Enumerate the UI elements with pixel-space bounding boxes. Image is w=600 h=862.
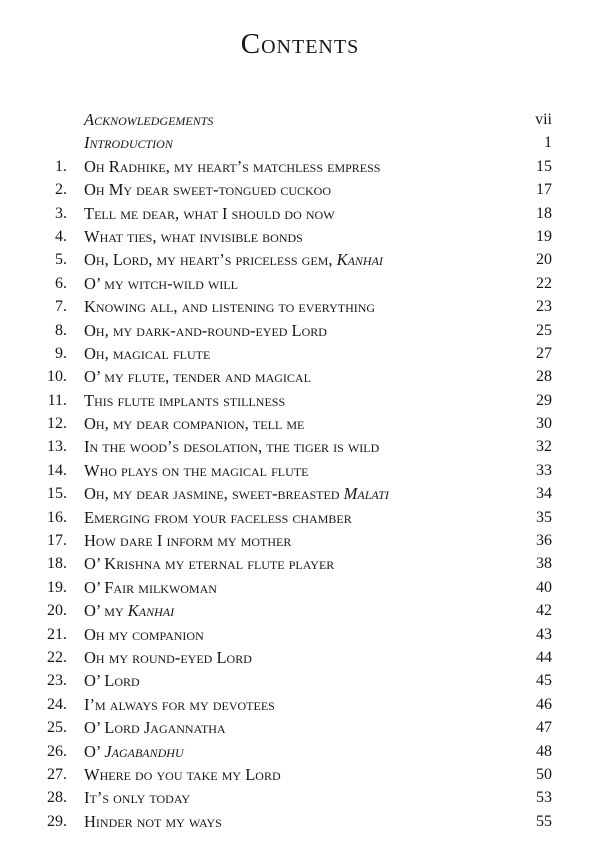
chapter-entry — [0, 202, 600, 225]
entry-title — [84, 202, 335, 225]
chapter-number: 28. — [47, 789, 67, 807]
page-number: 55 — [536, 812, 552, 830]
contents-list — [0, 108, 600, 833]
chapter-entry — [0, 623, 600, 646]
chapter-number: 20. — [47, 602, 67, 620]
entry-title-text: Oh my round-eyed Lord — [84, 647, 252, 667]
chapter-number: 5. — [55, 251, 67, 269]
chapter-number: 16. — [47, 508, 67, 526]
chapter-entry — [0, 669, 600, 692]
page-number: 28 — [536, 368, 552, 386]
entry-title — [84, 576, 217, 599]
entry-title-text: O’ — [84, 741, 105, 761]
page-number: 36 — [536, 532, 552, 550]
entry-title — [84, 225, 303, 248]
page-number: 34 — [536, 485, 552, 503]
page-title: Contents — [240, 28, 360, 60]
entry-title-text: O’ Fair milkwoman — [84, 577, 217, 597]
entry-title — [84, 342, 210, 365]
page-number: 43 — [536, 625, 552, 643]
entry-title — [84, 529, 291, 552]
entry-title-text: Where do you take my Lord — [84, 764, 281, 784]
page-number: 27 — [536, 344, 552, 362]
page-number: 44 — [536, 648, 552, 666]
chapter-entry — [0, 763, 600, 786]
page-number: 17 — [536, 181, 552, 199]
chapter-entry — [0, 693, 600, 716]
entry-title-text: Oh, my dear companion, tell me — [84, 414, 305, 434]
page-number: 22 — [536, 274, 552, 292]
page-number: 15 — [536, 157, 552, 175]
entry-title-text: Knowing all, and listening to everything — [84, 297, 376, 317]
chapter-number: 13. — [47, 438, 67, 456]
chapter-number: 12. — [47, 415, 67, 433]
chapter-number: 23. — [47, 672, 67, 690]
entry-title-text: Oh My dear sweet-tongued cuckoo — [84, 180, 332, 200]
chapter-entry — [0, 365, 600, 388]
entry-title — [84, 459, 308, 482]
chapter-entry — [0, 482, 600, 505]
entry-title-text: Oh Radhike, my heart’s matchless empress — [84, 156, 381, 176]
page-number: 29 — [536, 391, 552, 409]
entry-title — [84, 786, 190, 809]
chapter-entry — [0, 272, 600, 295]
entry-title — [84, 272, 238, 295]
chapter-number: 7. — [55, 298, 67, 316]
chapter-entry — [0, 529, 600, 552]
chapter-entry — [0, 459, 600, 482]
entry-title — [84, 716, 226, 739]
page-number: 1 — [544, 134, 552, 152]
chapter-number: 19. — [47, 578, 67, 596]
chapter-entry — [0, 576, 600, 599]
page-number: 32 — [536, 438, 552, 456]
page-number: 18 — [536, 204, 552, 222]
entry-title-text: Oh, my dear jasmine, sweet-breasted — [84, 484, 344, 504]
entry-title — [84, 365, 311, 388]
entry-title-text: Oh, magical flute — [84, 343, 211, 363]
chapter-entry — [0, 412, 600, 435]
entry-title: Introduction — [84, 133, 173, 153]
entry-title-text: How dare I inform my mother — [84, 531, 292, 551]
entry-title — [84, 810, 222, 833]
entry-title-text: Who plays on the magical flute — [84, 460, 309, 480]
entry-title — [84, 155, 380, 178]
page-number: 50 — [536, 765, 552, 783]
chapter-number: 26. — [47, 742, 67, 760]
entry-title-text: Oh, my dark-and-round-eyed Lord — [84, 320, 327, 340]
chapter-entry — [0, 552, 600, 575]
chapter-entry — [0, 646, 600, 669]
chapter-entry — [0, 435, 600, 458]
chapter-number: 18. — [47, 555, 67, 573]
entry-title-text: O’ Lord — [84, 671, 140, 691]
entry-title-italic: Kanhai — [127, 601, 175, 621]
entry-title-text: O’ Krishna my eternal flute player — [84, 554, 335, 574]
chapter-entry — [0, 716, 600, 739]
chapter-entry — [0, 248, 600, 271]
page-number: 47 — [536, 719, 552, 737]
chapter-entry — [0, 178, 600, 201]
entry-title-text: Emerging from your faceless chamber — [84, 507, 352, 527]
chapter-number: 4. — [55, 227, 67, 245]
entry-title-text: O’ my witch-wild will — [84, 273, 239, 293]
entry-title-italic: Jagabandhu — [104, 741, 184, 761]
entry-title — [84, 552, 334, 575]
chapter-entry — [0, 295, 600, 318]
chapter-number: 27. — [47, 765, 67, 783]
chapter-number: 14. — [47, 461, 67, 479]
front-matter-entry — [0, 108, 600, 131]
entry-title-text: Hinder not my ways — [84, 811, 222, 831]
chapter-number: 9. — [55, 344, 67, 362]
entry-title — [84, 435, 379, 458]
chapter-number: 21. — [47, 625, 67, 643]
chapter-entry — [0, 599, 600, 622]
entry-title — [84, 763, 281, 786]
page-number: 30 — [536, 415, 552, 433]
page-number: 40 — [536, 578, 552, 596]
entry-title-italic: Kanhai — [336, 250, 383, 270]
chapter-entry — [0, 810, 600, 833]
chapter-entry — [0, 740, 600, 763]
chapter-number: 29. — [47, 812, 67, 830]
chapter-entry — [0, 786, 600, 809]
chapter-number: 24. — [47, 695, 67, 713]
entry-title — [84, 389, 285, 412]
chapter-entry — [0, 506, 600, 529]
entry-title — [84, 295, 375, 318]
entry-title-text: What ties, what invisible bonds — [84, 226, 303, 246]
entry-title — [84, 623, 204, 646]
entry-title-text: I’m always for my devotees — [84, 694, 275, 714]
entry-title-text: It’s only today — [84, 788, 191, 808]
page-number: 45 — [536, 672, 552, 690]
entry-title-italic: Malati — [343, 484, 389, 504]
chapter-entry — [0, 155, 600, 178]
entry-title — [84, 740, 184, 763]
page-number: vii — [535, 111, 552, 128]
entry-title-text: Tell me dear, what I should do now — [84, 203, 335, 223]
chapter-number: 15. — [47, 485, 67, 503]
page-number: 38 — [536, 555, 552, 573]
entry-title — [84, 412, 304, 435]
chapter-number: 25. — [47, 719, 67, 737]
entry-title — [84, 693, 275, 716]
entry-title-text: Oh, Lord, my heart’s priceless gem, — [84, 250, 337, 270]
chapter-number: 6. — [55, 274, 67, 292]
chapter-number: 3. — [55, 204, 67, 222]
entry-title-text: This flute implants stillness — [84, 390, 286, 410]
chapter-entry — [0, 319, 600, 342]
chapter-number: 2. — [55, 181, 67, 199]
page-number: 23 — [536, 298, 552, 316]
entry-title — [84, 669, 140, 692]
page-number: 25 — [536, 321, 552, 339]
entry-title-text: O’ Lord Jagannatha — [84, 718, 226, 738]
page-number: 33 — [536, 461, 552, 479]
entry-title-text: O’ my flute, tender and magical — [84, 367, 311, 387]
chapter-number: 11. — [47, 391, 67, 409]
entry-title — [84, 646, 252, 669]
page-number: 48 — [536, 742, 552, 760]
entry-title — [84, 599, 174, 622]
front-matter-entry — [0, 131, 600, 154]
entry-title — [84, 319, 327, 342]
chapter-number: 1. — [55, 157, 67, 175]
entry-title — [84, 248, 383, 271]
page-number: 42 — [536, 602, 552, 620]
chapter-number: 17. — [47, 532, 67, 550]
chapter-entry — [0, 389, 600, 412]
chapter-entry — [0, 225, 600, 248]
entry-title-text: Oh my companion — [84, 624, 204, 644]
page-number: 19 — [536, 227, 552, 245]
entry-title-text: In the wood’s desolation, the tiger is wild — [84, 437, 380, 457]
chapter-number: 8. — [55, 321, 67, 339]
entry-title-text: O’ my — [84, 601, 128, 621]
chapter-number: 10. — [47, 368, 67, 386]
entry-title: Acknowledgements — [84, 110, 214, 129]
page-number: 20 — [536, 251, 552, 269]
entry-title — [84, 506, 352, 529]
page-number: 46 — [536, 695, 552, 713]
entry-title — [84, 482, 389, 505]
chapter-entry — [0, 342, 600, 365]
entry-title — [84, 178, 331, 201]
page-number: 53 — [536, 789, 552, 807]
chapter-number: 22. — [47, 648, 67, 666]
page-number: 35 — [536, 508, 552, 526]
